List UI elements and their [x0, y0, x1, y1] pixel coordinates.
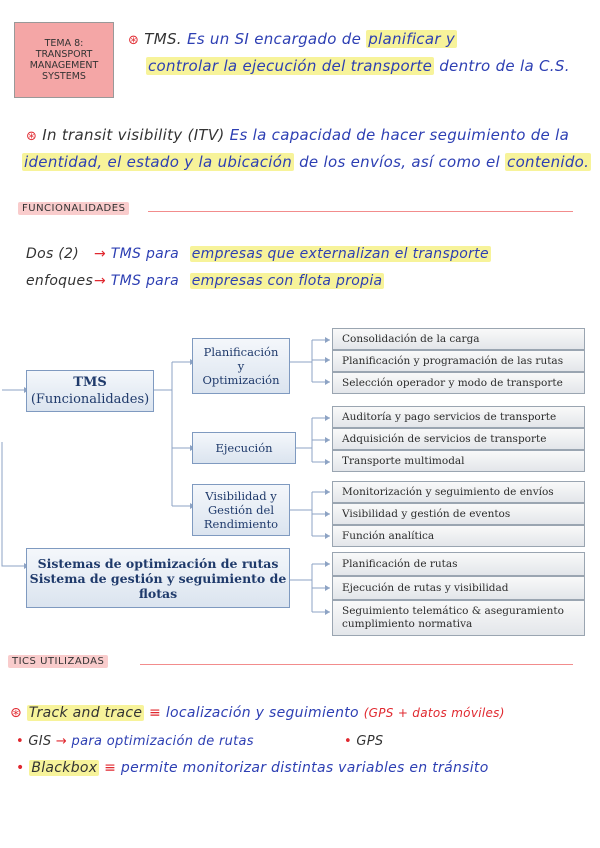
tic-definition: localización y seguimiento — [165, 705, 359, 721]
tic-definition: permite monitorizar distintas variables en tránsito — [120, 760, 489, 776]
tic-term: GIS — [28, 734, 52, 749]
leaf-item: Monitorización y seguimiento de envíos — [332, 481, 585, 503]
group-label: Rendimiento — [203, 517, 279, 531]
group-label: Gestión del — [207, 503, 275, 517]
tms-def-text: Es un SI encargado de — [186, 30, 362, 48]
title-line: MANAGEMENT — [29, 60, 99, 71]
tic-term-highlight: Blackbox — [31, 760, 98, 776]
arrow-right-icon: → — [94, 273, 107, 289]
leaf-item-line: Seguimiento telemático & aseguramiento — [342, 605, 564, 617]
group-box-planificacion — [192, 338, 290, 394]
group-label: Planificación — [203, 345, 279, 359]
title-line: TEMA 8: — [44, 38, 84, 49]
routes-systems-box — [26, 548, 290, 608]
bullet-icon: ⊛ — [128, 33, 140, 48]
arrow-right-icon: → — [94, 246, 107, 262]
group-box-visibilidad — [192, 484, 290, 536]
group-label: y — [237, 359, 245, 373]
routes-systems-line: Sistema de gestión y seguimiento de — [29, 570, 287, 586]
title-line: TRANSPORT — [35, 49, 93, 60]
itv-def-text: de los envíos, así como el — [299, 153, 500, 171]
bullet-icon: • — [16, 760, 25, 776]
tms-def-highlight: planificar y — [368, 30, 456, 48]
root-title: TMS — [73, 375, 107, 390]
equivalent-icon: ≡ — [104, 760, 117, 776]
tms-definition-line1 — [128, 30, 457, 48]
group-label: Optimización — [202, 373, 280, 387]
itv-definition-line1 — [26, 126, 569, 144]
equivalent-icon: ≡ — [149, 705, 162, 721]
itv-def-highlight: identidad, el estado y la ubicación — [24, 153, 292, 171]
tic-definition: para optimización de rutas — [71, 734, 254, 749]
leaf-item: Planificación de rutas — [332, 552, 585, 576]
leaf-item: Adquisición de servicios de transporte — [332, 428, 585, 450]
section-divider — [148, 211, 573, 212]
enfoque-item-1 — [94, 246, 491, 262]
itv-def-highlight: contenido. — [507, 153, 590, 171]
tic-term-highlight: Track and trace — [28, 705, 143, 721]
tic-gps — [344, 734, 383, 749]
leaf-item: Transporte multimodal — [332, 450, 585, 472]
root-subtitle: (Funcionalidades) — [30, 392, 150, 407]
tms-term: TMS. — [144, 30, 182, 48]
tms-functionalities-diagram — [0, 318, 600, 640]
section-tics: TICS UTILIZADAS — [8, 655, 108, 668]
tic-gis — [16, 734, 254, 749]
enfoque-highlight: empresas que externalizan el transporte — [191, 246, 489, 262]
tms-definition-line2 — [146, 57, 570, 75]
enfoque-item-2 — [94, 273, 384, 289]
tic-track-and-trace — [10, 705, 505, 721]
leaf-item: Consolidación de la carga — [332, 328, 585, 350]
tic-blackbox — [16, 760, 489, 776]
leaf-item: Planificación y programación de las rutas — [332, 350, 585, 372]
group-label: Visibilidad y — [205, 489, 277, 503]
enfoque-tms: TMS para — [110, 246, 179, 262]
group-box-ejecucion — [192, 432, 296, 464]
leaf-item: Selección operador y modo de transporte — [332, 372, 585, 394]
itv-definition-line2 — [22, 153, 591, 171]
bullet-icon: ⊛ — [10, 705, 23, 721]
leaf-item: Visibilidad y gestión de eventos — [332, 503, 585, 525]
leaf-item — [332, 600, 585, 636]
tic-term: GPS — [356, 734, 384, 749]
bullet-icon: • — [344, 734, 352, 749]
leaf-item: Auditoría y pago servicios de transporte — [332, 406, 585, 428]
enfoque-highlight: empresas con flota propia — [191, 273, 383, 289]
bullet-icon: • — [16, 734, 24, 749]
bullet-icon: ⊛ — [26, 129, 38, 144]
root-box — [26, 370, 154, 412]
itv-def-text: Es la capacidad de hacer seguimiento de la — [229, 126, 570, 144]
arrow-right-icon: → — [55, 734, 68, 749]
routes-systems-line: flotas — [138, 585, 178, 601]
title-box — [14, 22, 114, 98]
enfoque-tms: TMS para — [110, 273, 179, 289]
section-funcionalidades: FUNCIONALIDADES — [18, 202, 129, 215]
leaf-item-line: cumplimiento normativa — [342, 618, 473, 630]
enfoques-label-1: Dos (2) — [26, 246, 80, 262]
tic-parenthetical: (GPS + datos móviles) — [363, 706, 505, 720]
itv-term: In transit visibility (ITV) — [42, 126, 225, 144]
group-label: Ejecución — [215, 441, 273, 455]
leaf-item: Función analítica — [332, 525, 585, 547]
tms-def-text: dentro de la C.S. — [439, 57, 570, 75]
tms-def-highlight: controlar la ejecución del transporte — [148, 57, 433, 75]
leaf-item: Ejecución de rutas y visibilidad — [332, 576, 585, 600]
section-divider — [140, 664, 573, 665]
title-line: SYSTEMS — [42, 71, 86, 82]
routes-systems-line: Sistemas de optimización de rutas — [37, 555, 279, 571]
enfoques-label-2: enfoques — [26, 273, 94, 289]
